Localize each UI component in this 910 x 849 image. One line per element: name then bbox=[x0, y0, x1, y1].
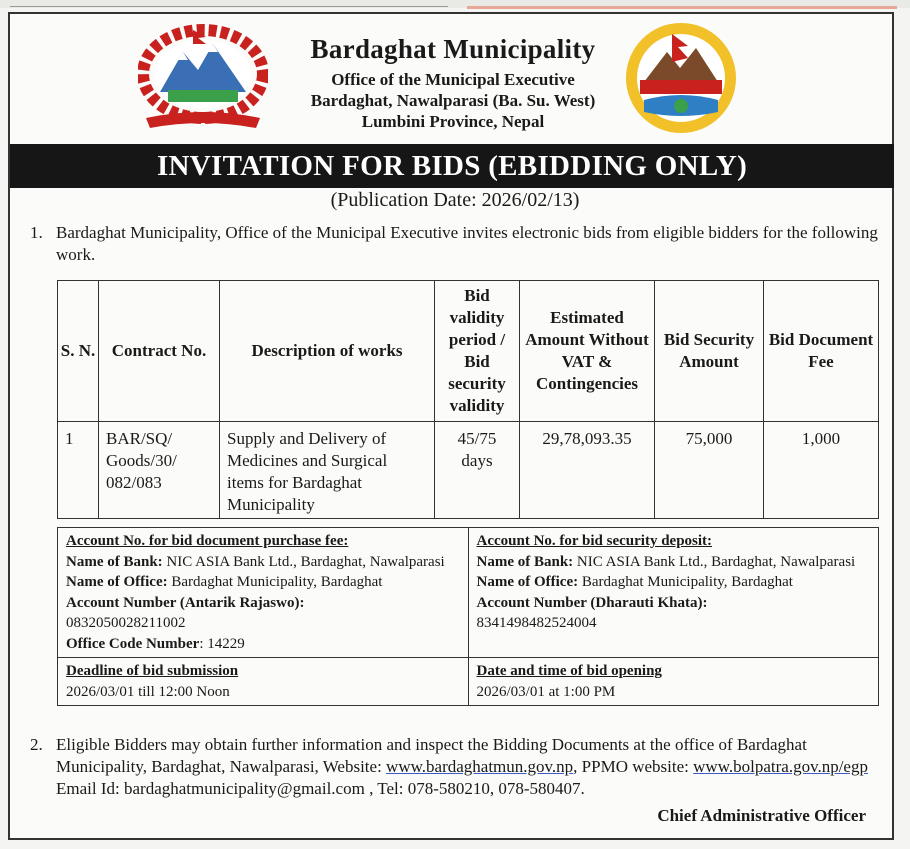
bank-label: Name of Bank: bbox=[66, 553, 163, 570]
paragraph-text-part-3: Email Id: bardaghatmunicipality@gmail.com , Tel: 078-580210, 078-580407. bbox=[56, 779, 585, 798]
province-line: Lumbini Province, Nepal bbox=[361, 112, 545, 131]
paragraph-1 bbox=[30, 222, 890, 266]
office-label: Name of Office: bbox=[66, 574, 168, 590]
header-sn: S. N. bbox=[58, 281, 99, 422]
cell-sn: 1 bbox=[58, 422, 99, 519]
header-estimated-amount: Estimated Amount Without VAT & Contingencies bbox=[520, 281, 655, 422]
office-name: Office of the Municipal Executive bbox=[331, 70, 575, 89]
paragraph-text-part-1: Eligible Bidders may obtain further information and inspect the Bidding Documents at the office of Bardaghat Municipality, Bardaghat, Nawalparasi, Website: bbox=[56, 735, 807, 776]
ppmo-website-link[interactable]: www.bolpatra.gov.np/egp bbox=[693, 757, 868, 776]
fee-account-title: Account No. for bid document purchase fee: bbox=[66, 533, 349, 549]
cell-bid-document-fee: 1,000 bbox=[764, 422, 879, 519]
account-details-table bbox=[57, 527, 879, 706]
publication-date: (Publication Date: 2026/02/13) bbox=[330, 189, 580, 211]
table-header-row bbox=[58, 281, 879, 422]
deadline-title: Deadline of bid submission bbox=[66, 663, 239, 679]
cell-estimated-amount: 29,78,093.35 bbox=[520, 422, 655, 519]
bank-value: NIC ASIA Bank Ltd., Bardaghat, Nawalparasi bbox=[576, 553, 856, 570]
fee-account-box bbox=[58, 528, 469, 658]
previous-notice-edge bbox=[0, 0, 910, 8]
account-number-value: 0832050028211002 bbox=[66, 615, 186, 631]
municipality-website-link[interactable]: www.bardaghatmun.gov.np bbox=[386, 757, 574, 776]
office-label: Name of Office: bbox=[476, 574, 579, 590]
bid-table bbox=[57, 280, 879, 519]
paragraph-2 bbox=[30, 734, 890, 800]
organization-name: Bardaghat Municipality bbox=[310, 34, 596, 64]
office-code-value: : 14229 bbox=[199, 635, 245, 652]
nepal-government-emblem-icon bbox=[138, 22, 268, 134]
security-account-title: Account No. for bid security deposit: bbox=[476, 533, 713, 549]
header-contract-no: Contract No. bbox=[99, 281, 220, 422]
deadline-box bbox=[58, 658, 469, 706]
account-number-label: Account Number (Dharauti Khata): bbox=[476, 594, 708, 611]
address-line: Bardaghat, Nawalparasi (Ba. Su. West) bbox=[310, 91, 596, 110]
paragraph-text bbox=[56, 734, 890, 800]
account-number-value: 8341498482524004 bbox=[476, 615, 597, 631]
paragraph-number: 2. bbox=[30, 735, 43, 754]
header-bid-document-fee: Bid Document Fee bbox=[764, 281, 879, 422]
header-bid-validity: Bid validity period / Bid security validity bbox=[435, 281, 520, 422]
paragraph-text-part-2: , PPMO website: bbox=[573, 757, 694, 776]
bid-opening-box bbox=[468, 658, 879, 706]
security-account-box bbox=[468, 528, 879, 658]
bank-value: NIC ASIA Bank Ltd., Bardaghat, Nawalparasi bbox=[166, 553, 445, 570]
notice-title-banner: INVITATION FOR BIDS (EBIDDING ONLY) bbox=[10, 144, 894, 188]
office-value: Bardaghat Municipality, Bardaghat bbox=[171, 574, 383, 590]
cell-contract-no: BAR/SQ/ Goods/30/ 082/083 bbox=[99, 422, 220, 519]
paragraph-number: 1. bbox=[30, 223, 43, 242]
account-number-label: Account Number (Antarik Rajaswo): bbox=[66, 594, 305, 611]
signature-title: Chief Administrative Officer bbox=[657, 806, 866, 825]
bid-opening-value: 2026/03/01 at 1:00 PM bbox=[476, 683, 616, 700]
table-row bbox=[58, 422, 879, 519]
cell-description: Supply and Delivery of Medicines and Surgical items for Bardaghat Municipality bbox=[220, 422, 435, 519]
header-bid-security: Bid Security Amount bbox=[655, 281, 764, 422]
bardaghat-municipality-logo-icon bbox=[622, 20, 740, 136]
letterhead bbox=[280, 34, 626, 132]
header-description: Description of works bbox=[220, 281, 435, 422]
bank-label: Name of Bank: bbox=[476, 553, 574, 570]
deadline-value: 2026/03/01 till 12:00 Noon bbox=[66, 683, 230, 700]
cell-bid-security: 75,000 bbox=[655, 422, 764, 519]
cell-bid-validity: 45/75 days bbox=[435, 422, 520, 519]
office-value: Bardaghat Municipality, Bardaghat bbox=[581, 574, 793, 590]
bid-opening-title: Date and time of bid opening bbox=[476, 663, 662, 679]
paragraph-text: Bardaghat Municipality, Office of the Municipal Executive invites electronic bids from eligible bidders for the following work. bbox=[56, 223, 878, 264]
office-code-label: Office Code Number bbox=[66, 635, 200, 652]
